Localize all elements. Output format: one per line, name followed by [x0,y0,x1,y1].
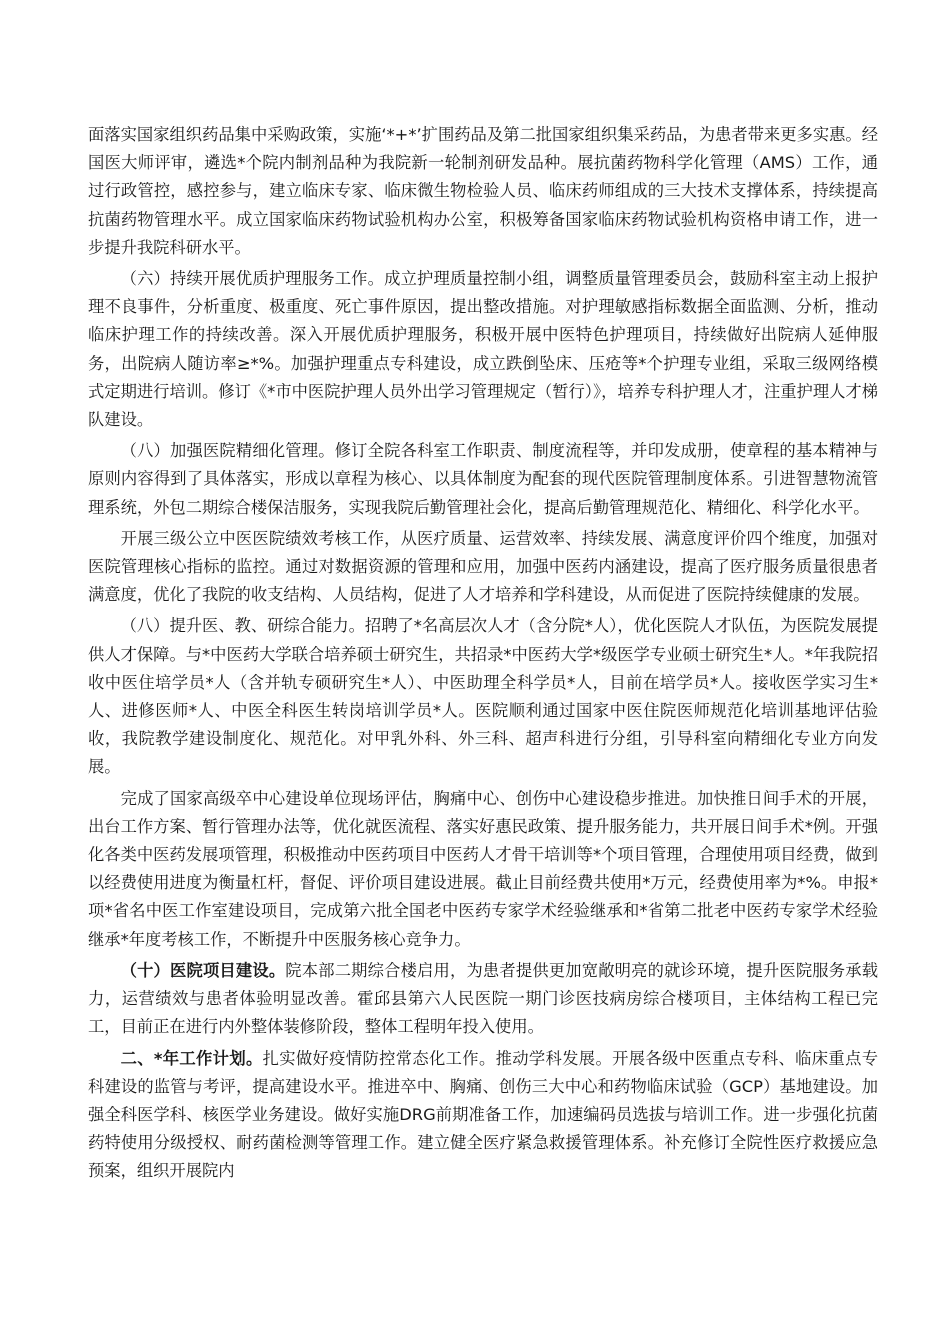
paragraph-stroke-center: 完成了国家高级卒中心建设单位现场评估，胸痛中心、创伤中心建设稳步推进。加快推日间手术的开展，出台工作方案、暂行管理办法等，优化就医流程、落实好惠民政策、提升服务能力，共开展日间手术*例。开强化各类中医药发展项管理，积极推动中医药项目中医药人才骨干培训等*个项目管理，合理使用项目经费，做到以经费使用进度为衡量杠杆，督促、评价项目建设进展。截止目前经费共使用*万元，经费使用率为*%。申报*项*省名中医工作室建设项目，完成第六批全国老中医药专家学术经验继承和*省第二批老中医药专家学术经验继承*年度考核工作，不断提升中医服务核心竞争力。 [88,788,878,949]
paragraph-1: 面落实国家组织药品集中采购政策，实施‘*+*’扩围药品及第二批国家组织集采药品，为患者带来更多实惠。经国医大师评审，遴选*个院内制剂品种为我院新一轮制剂研发品种。展抗菌药物科学化管理（AMS）工作，通过行政管控，感控参与，建立临床专家、临床微生物检验人员、临床药师组成的三大技术支撑体系，持续提高抗菌药物管理水平。成立国家临床药物试验机构办公室，积极筹备国家临床药物试验机构资格申请工作，进一步提升我院科研水平。 [88,125,878,257]
paragraph-body: 扎实做好疫情防控常态化工作。推动学科发展。开展各级中医重点专科、临床重点专科建设的监管与考评，提高建设水平。推进卒中、胸痛、创伤三大中心和药物临床试验（GCP）基地建设。加强全科医学科、核医学业务建设。做好实施DRG前期准备工作，加速编码员选拔与培训工作。进一步强化抗菌药特使用分级授权、耐药菌检测等管理工作。建立健全医疗紧急救援管理体系。补充修订全院性医疗救援应急预案，组织开展院内 [88,1048,878,1181]
paragraph-work-plan [88,1045,878,1186]
paragraph-nursing: （六）持续开展优质护理服务工作。成立护理质量控制小组，调整质量管理委员会，鼓励科室主动上报护理不良事件，分析重度、极重度、死亡事件原因，提出整改措施。对护理敏感指标数据全面监测、分析，推动临床护理工作的持续改善。深入开展优质护理服务，积极开展中医特色护理项目，持续做好出院病人延伸服务，出院病人随访率≥*%。加强护理重点专科建设，成立跌倒坠床、压疮等*个护理专业组，采取三级网络模式定期进行培训。修订《*市中医院护理人员外出学习管理规定（暂行）》，培养专科护理人才，注重护理人才梯队建设。 [88,269,878,430]
paragraph-education-research: （八）提升医、教、研综合能力。招聘了*名高层次人才（含分院*人），优化医院人才队伍，为医院发展提供人才保障。与*中医药大学联合培养硕士研究生，共招录*中医药大学*级医学专业硕士研究生*人。*年我院招收中医住培学员*人（含并轨专硕研究生*人）、中医助理全科学员*人，目前在培学员*人。接收医学实习生*人、进修医师*人、中医全科医生转岗培训学员*人。医院顺利通过国家中医住院医师规范化培训基地评估验收，我院教学建设制度化、规范化。对甲乳外科、外三科、超声科进行分组，引导科室向精细化专业方向发展。 [88,616,878,777]
paragraph-projects [88,957,878,1042]
paragraph-heading: 二、*年工作计划。 [120,1048,263,1068]
paragraph-performance: 开展三级公立中医医院绩效考核工作，从医疗质量、运营效率、持续发展、满意度评价四个维度，加强对医院管理核心指标的监控。通过对数据资源的管理和应用，加强中医药内涵建设，提高了医疗服务质量很患者满意度，优化了我院的收支结构、人员结构，促进了人才培养和学科建设，从而促进了医院持续健康的发展。 [88,528,878,605]
paragraph-management: （八）加强医院精细化管理。修订全院各科室工作职责、制度流程等，并印发成册，使章程的基本精神与原则内容得到了具体落实，形成以章程为核心、以具体制度为配套的现代医院管理制度体系。引进智慧物流管理系统，外包二期综合楼保洁服务，实现我院后勤管理社会化，提高后勤管理规范化、精细化、科学化水平。 [88,441,878,517]
paragraph-heading: （十）医院项目建设。 [120,960,286,980]
paragraph-body: 院本部二期综合楼启用，为患者提供更加宽敞明亮的就诊环境，提升医院服务承载力，运营绩效与患者体验明显改善。霍邱县第六人民医院一期门诊医技病房综合楼项目，主体结构工程已完工，目前正在进行内外整体装修阶段，整体工程明年投入使用。 [88,960,878,1037]
document-page [88,121,878,1186]
